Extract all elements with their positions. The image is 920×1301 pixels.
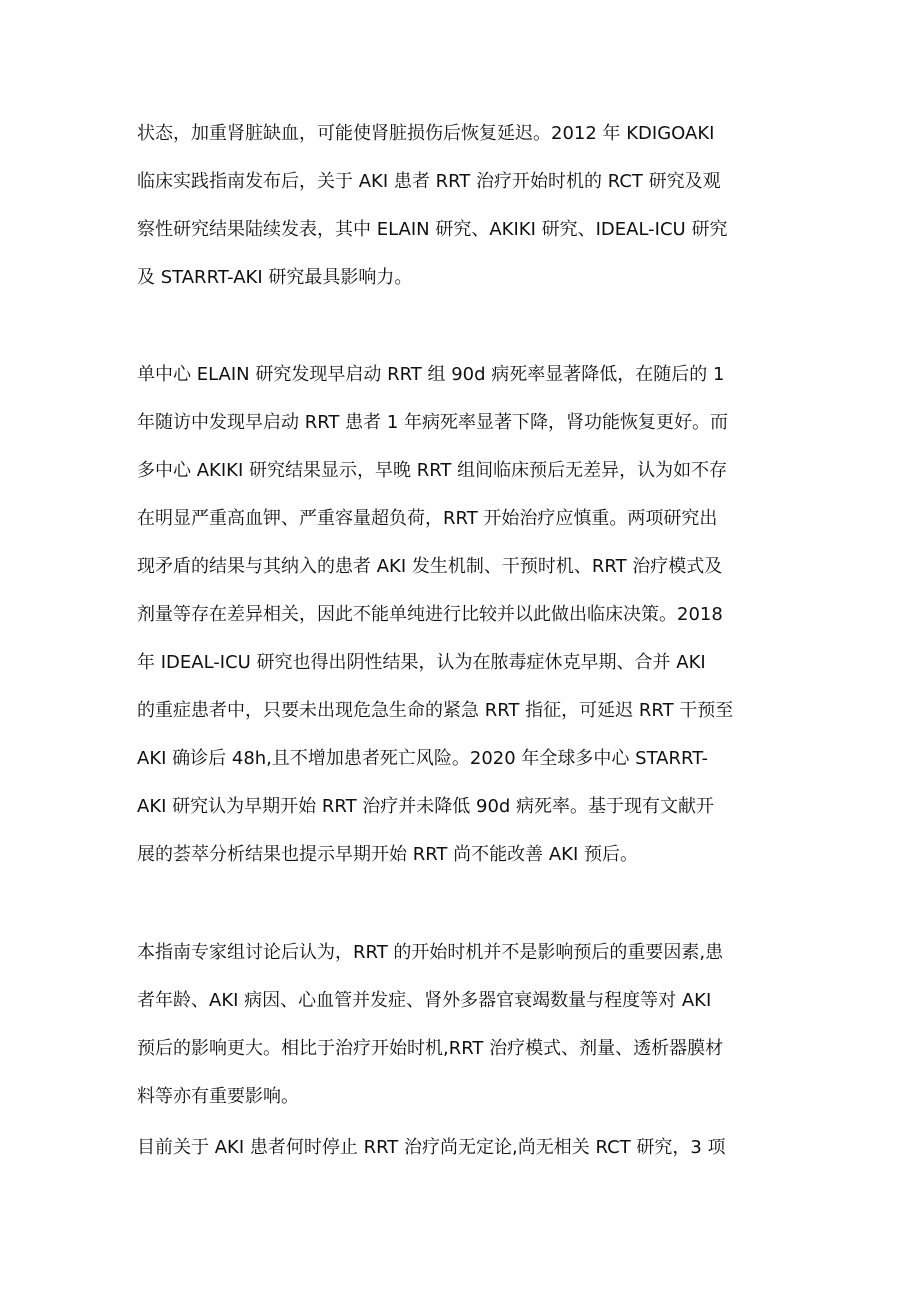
text-line: 预后的影响更大。相比于治疗开始时机,RRT 治疗模式、剂量、透析器膜材 xyxy=(137,1038,724,1059)
text-line: AKI 确诊后 48h,且不增加患者死亡风险。2020 年全球多中心 STARRT- xyxy=(137,748,709,769)
text-line: 状态，加重肾脏缺血，可能使肾脏损伤后恢复延迟。2012 年 KDIGOAKI xyxy=(137,123,715,144)
text-line: 在明显严重高血钾、严重容量超负荷，RRT 开始治疗应慎重。两项研究出 xyxy=(137,508,718,529)
text-line: 及 STARRT-AKI 研究最具影响力。 xyxy=(137,267,413,288)
text-line: 者年龄、AKI 病因、心血管并发症、肾外多器官衰竭数量与程度等对 AKI xyxy=(137,990,712,1011)
text-line: 目前关于 AKI 患者何时停止 RRT 治疗尚无定论,尚无相关 RCT 研究，3 项 xyxy=(137,1137,726,1158)
text-line: 的重症患者中，只要未出现危急生命的紧急 RRT 指征，可延迟 RRT 干预至 xyxy=(137,700,734,721)
text-line: AKI 研究认为早期开始 RRT 治疗并未降低 90d 病死率。基于现有文献开 xyxy=(137,796,715,817)
text-line: 展的荟萃分析结果也提示早期开始 RRT 尚不能改善 AKI 预后。 xyxy=(137,844,639,865)
text-line: 察性研究结果陆续发表，其中 ELAIN 研究、AKIKI 研究、IDEAL-ICU 研究 xyxy=(137,219,728,240)
text-line: 单中心 ELAIN 研究发现早启动 RRT 组 90d 病死率显著降低，在随后的 1 xyxy=(137,364,725,385)
text-line: 剂量等存在差异相关，因此不能单纯进行比较并以此做出临床决策。2018 xyxy=(137,604,723,625)
text-line: 本指南专家组讨论后认为，RRT 的开始时机并不是影响预后的重要因素,患 xyxy=(137,942,724,963)
text-line: 临床实践指南发布后，关于 AKI 患者 RRT 治疗开始时机的 RCT 研究及观 xyxy=(137,171,721,192)
text-line: 现矛盾的结果与其纳入的患者 AKI 发生机制、干预时机、RRT 治疗模式及 xyxy=(137,556,723,577)
text-line: 料等亦有重要影响。 xyxy=(137,1086,299,1107)
text-line: 多中心 AKIKI 研究结果显示，早晚 RRT 组间临床预后无差异，认为如不存 xyxy=(137,460,728,481)
text-line: 年 IDEAL-ICU 研究也得出阴性结果，认为在脓毒症休克早期、合并 AKI xyxy=(137,652,706,673)
text-line: 年随访中发现早启动 RRT 患者 1 年病死率显著下降，肾功能恢复更好。而 xyxy=(137,412,729,433)
